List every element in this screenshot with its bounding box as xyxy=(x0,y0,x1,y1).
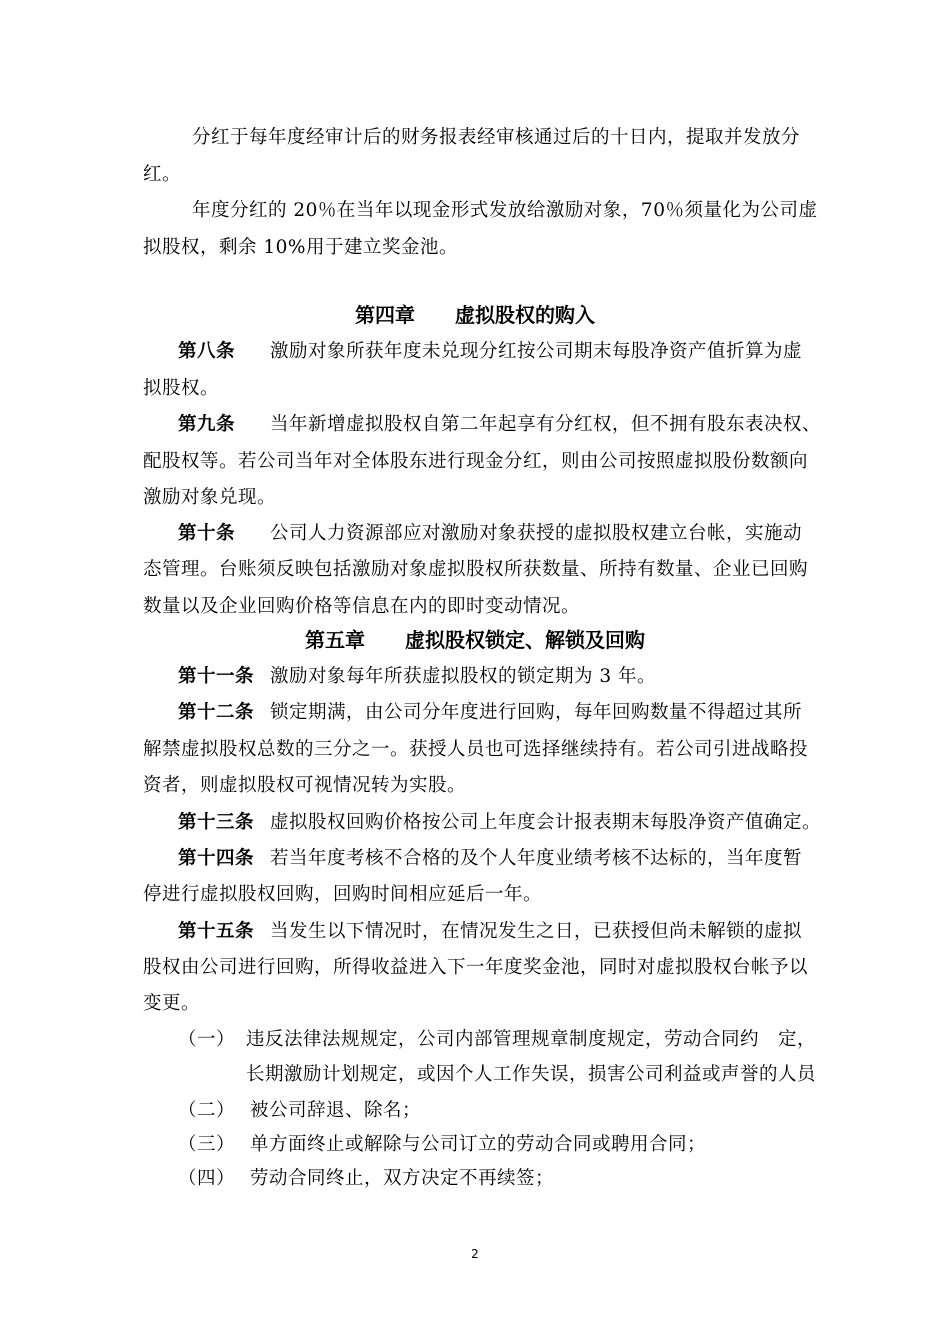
list-item xyxy=(178,1167,554,1191)
paragraph-line: 数量以及企业回购价格等信息在内的即时变动情况。 xyxy=(143,596,581,617)
article-10 xyxy=(178,522,802,546)
article-14 xyxy=(178,847,802,871)
list-item-number: （二） xyxy=(178,1100,236,1121)
paragraph-line: 变更。 xyxy=(143,993,201,1014)
article-label: 第十一条 xyxy=(178,666,255,687)
article-label: 第九条 xyxy=(178,414,236,435)
paragraph-line: 分红于每年度经审计后的财务报表经审核通过后的十日内，提取并发放分 xyxy=(192,127,801,148)
list-item-number: （三） xyxy=(178,1134,236,1155)
paragraph-line: 拟股权。 xyxy=(143,378,220,399)
list-item-continuation: 长期激励计划规定，或因个人工作失误，损害公司利益或声誉的人员 xyxy=(246,1064,817,1085)
article-text: 若当年度考核不合格的及个人年度业绩考核不达标的，当年度暂 xyxy=(270,848,803,869)
paragraph-line: 年度分红的 20％在当年以现金形式发放给激励对象，70％须量化为公司虚 xyxy=(192,200,818,221)
article-text: 当发生以下情况时，在情况发生之日，已获授但尚未解锁的虚拟 xyxy=(270,921,803,942)
article-label: 第十五条 xyxy=(178,921,255,942)
list-item-text: 单方面终止或解除与公司订立的劳动合同或聘用合同； xyxy=(250,1134,707,1155)
list-item xyxy=(178,1028,816,1052)
list-item-text: 违反法律法规规定，公司内部管理规章制度规定，劳动合同约 定， xyxy=(246,1029,817,1050)
paragraph-line: 停进行虚拟股权回购，回购时间相应延后一年。 xyxy=(143,884,543,905)
article-11 xyxy=(178,665,656,689)
article-label: 第十四条 xyxy=(178,848,255,869)
article-label: 第十三条 xyxy=(178,812,255,833)
paragraph-line: 拟股权，剩余 10%用于建立奖金池。 xyxy=(143,237,459,258)
chapter-title: 虚拟股权锁定、解锁及回购 xyxy=(405,628,645,652)
paragraph-line: 红。 xyxy=(143,164,182,185)
paragraph-line: 解禁虚拟股权总数的三分之一。获授人员也可选择继续持有。若公司引进战略投 xyxy=(143,739,809,760)
article-text: 虚拟股权回购价格按公司上年度会计报表期末每股净资产值确定。 xyxy=(270,812,822,833)
paragraph-line: 态管理。台账须反映包括激励对象虚拟股权所获数量、所持有数量、企业已回购 xyxy=(143,559,809,580)
chapter-4-heading xyxy=(0,302,950,328)
list-item xyxy=(178,1133,706,1157)
list-item-number: （四） xyxy=(178,1168,236,1189)
article-9 xyxy=(178,413,821,437)
chapter-number: 第五章 xyxy=(305,628,365,652)
list-item-text: 劳动合同终止，双方决定不再续签； xyxy=(250,1168,555,1189)
article-label: 第十二条 xyxy=(178,702,255,723)
list-item xyxy=(178,1099,421,1123)
chapter-title: 虚拟股权的购入 xyxy=(455,303,595,327)
article-13 xyxy=(178,811,821,835)
article-12 xyxy=(178,701,802,725)
article-label: 第十条 xyxy=(178,523,236,544)
list-item-number: （一） xyxy=(178,1029,236,1050)
article-label: 第八条 xyxy=(178,341,236,362)
article-text: 当年新增虚拟股权自第二年起享有分红权，但不拥有股东表决权、 xyxy=(270,414,822,435)
article-text: 激励对象每年所获虚拟股权的锁定期为 3 年。 xyxy=(270,666,657,687)
paragraph-line: 激励对象兑现。 xyxy=(143,487,277,508)
paragraph-line: 资者，则虚拟股权可视情况转为实股。 xyxy=(143,775,467,796)
article-text: 激励对象所获年度未兑现分红按公司期末每股净资产值折算为虚 xyxy=(270,341,803,362)
chapter-number: 第四章 xyxy=(355,303,415,327)
article-15 xyxy=(178,920,802,944)
article-text: 锁定期满，由公司分年度进行回购，每年回购数量不得超过其所 xyxy=(270,702,803,723)
list-item-text: 被公司辞退、除名； xyxy=(250,1100,422,1121)
paragraph-line: 配股权等。若公司当年对全体股东进行现金分红，则由公司按照虚拟股份数额向 xyxy=(143,451,809,472)
paragraph-line: 股权由公司进行回购，所得收益进入下一年度奖金池，同时对虚拟股权台帐予以 xyxy=(143,957,809,978)
article-text: 公司人力资源部应对激励对象获授的虚拟股权建立台帐，实施动 xyxy=(270,523,803,544)
chapter-5-heading xyxy=(0,627,950,653)
article-8 xyxy=(178,340,802,364)
page-number: 2 xyxy=(471,1247,479,1261)
